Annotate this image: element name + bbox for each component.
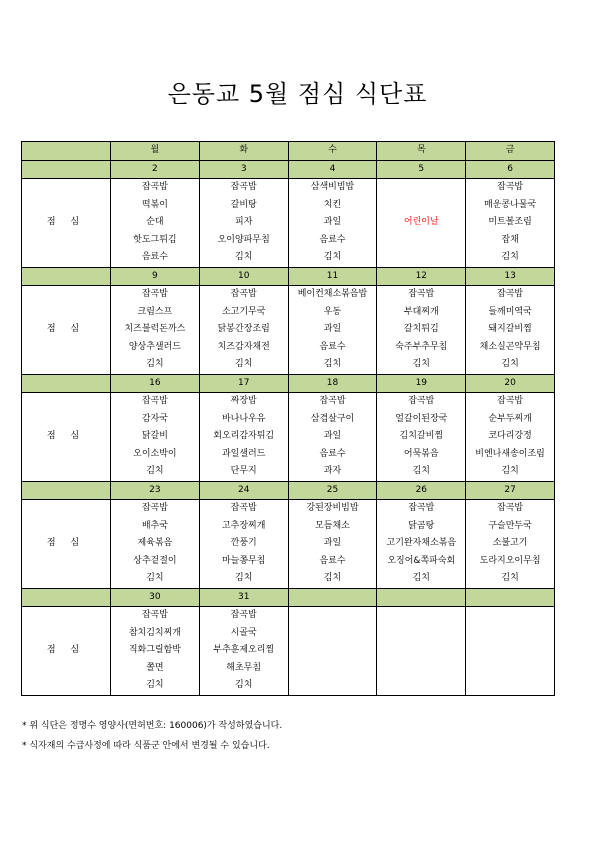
date-cell: 5	[377, 160, 466, 179]
menu-item-empty	[289, 625, 377, 643]
menu-cell	[288, 179, 377, 268]
menu-item: 김치	[323, 573, 342, 583]
menu-item: 짜장밥	[230, 396, 257, 406]
menu-item: 부추훈제오리찜	[213, 645, 275, 655]
menu-item: 마늘쫑무침	[221, 555, 266, 566]
menu-item: 떡볶이	[141, 199, 168, 210]
menu-cell	[111, 179, 200, 268]
menu-item-empty	[377, 607, 465, 625]
menu-item: 김치	[235, 252, 253, 262]
menu-item: 피자	[235, 217, 253, 227]
date-cell: 3	[199, 160, 288, 179]
menu-item: 음료수	[319, 555, 346, 566]
date-cell: 9	[111, 267, 200, 286]
date-cell	[288, 588, 377, 607]
note-nutritionist: * 위 식단은 정명수 영양사(면허번호: 160006)가 작성하였습니다.	[22, 721, 283, 731]
corner-cell	[22, 142, 111, 161]
date-row	[22, 267, 555, 286]
menu-item: 김치	[146, 573, 164, 583]
menu-item-empty	[289, 642, 377, 660]
menu-item: 김치	[501, 466, 519, 476]
menu-cell	[199, 393, 288, 482]
date-cell: 13	[466, 267, 555, 286]
menu-item: 음료수	[319, 234, 346, 245]
menu-item: 구슬만두국	[488, 520, 532, 531]
menu-row	[22, 286, 555, 375]
date-cell: 16	[111, 374, 200, 393]
date-cell: 23	[111, 481, 200, 500]
page-title: 은동교 5월 점심 식단표	[167, 80, 428, 108]
menu-item-empty	[289, 607, 377, 625]
menu-item: 오이양파무침	[217, 234, 270, 245]
menu-item-empty	[466, 625, 554, 643]
menu-item: 닭곰탕	[408, 520, 435, 531]
menu-item: 잡곡밥	[141, 396, 168, 406]
date-cell: 4	[288, 160, 377, 179]
menu-cell	[466, 393, 555, 482]
menu-cell	[288, 607, 377, 696]
date-row	[22, 374, 555, 393]
menu-item: 잡곡밥	[141, 610, 168, 620]
menu-item: 핫도그튀김	[133, 234, 177, 245]
weekday-wed: 수	[288, 142, 377, 161]
date-row-label	[22, 160, 111, 179]
menu-item: 잡곡밥	[230, 503, 257, 513]
menu-item: 소고기무국	[221, 306, 266, 317]
date-cell: 19	[377, 374, 466, 393]
menu-item: 순부두찌개	[488, 413, 532, 424]
menu-item: 과일	[323, 324, 342, 334]
menu-cell	[199, 607, 288, 696]
menu-item: 들깨미역국	[488, 306, 532, 317]
menu-item: 닭봉간장조림	[217, 324, 270, 334]
menu-item: 과일	[323, 431, 342, 441]
menu-item: 김치	[501, 573, 519, 583]
date-row	[22, 160, 555, 179]
menu-item: 시골국	[230, 627, 257, 638]
date-cell: 12	[377, 267, 466, 286]
date-row	[22, 588, 555, 607]
menu-item: 과일	[323, 217, 342, 227]
menu-item: 잡곡밥	[497, 503, 524, 513]
date-cell: 17	[199, 374, 288, 393]
meal-label: 점 심	[22, 607, 111, 696]
menu-item: 바나나우유	[221, 413, 266, 424]
menu-item: 닭갈비	[141, 431, 168, 441]
weekday-tue: 화	[199, 142, 288, 161]
menu-item-empty	[466, 677, 554, 695]
menu-item: 숙주부추무침	[395, 341, 448, 352]
weekday-header-row	[22, 142, 555, 161]
menu-item: 제육볶음	[137, 538, 173, 548]
menu-cell	[111, 286, 200, 375]
menu-item: 치즈블럭돈까스	[124, 324, 186, 334]
menu-item: 잡곡밥	[408, 289, 435, 299]
meal-label: 점 심	[22, 179, 111, 268]
menu-item: 잡곡밥	[141, 503, 168, 513]
menu-cell	[377, 500, 466, 589]
menu-cell	[466, 500, 555, 589]
menu-item: 베이컨채소볶음밥	[297, 289, 368, 299]
menu-item: 코다리강정	[488, 431, 532, 441]
menu-item: 김치	[412, 359, 430, 369]
menu-item: 삼겹살구이	[310, 413, 355, 424]
weekday-fri: 금	[466, 142, 555, 161]
menu-cell	[111, 607, 200, 696]
date-row	[22, 481, 555, 500]
menu-item-empty	[466, 607, 554, 625]
menu-row	[22, 179, 555, 268]
menu-cell	[199, 179, 288, 268]
menu-item-empty	[377, 660, 465, 678]
menu-item: 음료수	[141, 252, 168, 262]
date-cell: 20	[466, 374, 555, 393]
menu-item: 잡채	[501, 234, 519, 245]
menu-item: 얼갈이된장국	[395, 413, 448, 424]
date-cell: 25	[288, 481, 377, 500]
menu-item: 삼색비빔밥	[310, 182, 355, 192]
date-cell: 10	[199, 267, 288, 286]
menu-cell	[377, 607, 466, 696]
menu-item: 어묵볶음	[403, 448, 439, 459]
menu-item: 소불고기	[492, 538, 528, 548]
weekday-thu: 목	[377, 142, 466, 161]
menu-item: 상추겉절이	[133, 555, 177, 566]
date-cell	[466, 588, 555, 607]
date-row-label	[22, 267, 111, 286]
menu-item: 김치	[323, 359, 342, 369]
menu-item: 미트볼조림	[488, 217, 532, 227]
menu-cell	[377, 393, 466, 482]
menu-item: 과자	[323, 466, 342, 476]
menu-cell	[199, 500, 288, 589]
menu-item: 김치	[323, 252, 342, 262]
meal-label: 점 심	[22, 393, 111, 482]
menu-item: 고기완자채소볶음	[386, 538, 457, 548]
menu-item: 김치	[501, 359, 519, 369]
menu-item: 참치김치찌개	[128, 627, 181, 638]
date-cell: 18	[288, 374, 377, 393]
menu-cell	[199, 286, 288, 375]
menu-item-empty	[466, 660, 554, 678]
menu-item-empty	[377, 625, 465, 643]
menu-item: 갈치튀김	[403, 324, 439, 334]
menu-item: 모듬채소	[315, 520, 350, 531]
menu-item: 채소실곤약무침	[479, 341, 541, 352]
menu-item: 오이소박이	[133, 448, 177, 459]
menu-item: 순대	[146, 217, 164, 227]
menu-item: 돼지갈비찜	[488, 324, 532, 334]
menu-item: 잡곡밥	[141, 182, 168, 192]
date-row-label	[22, 481, 111, 500]
menu-item: 치킨	[323, 199, 342, 210]
menu-item: 쫄면	[146, 662, 164, 673]
menu-item: 김치	[235, 573, 253, 583]
menu-row	[22, 500, 555, 589]
menu-item: 배추국	[141, 520, 168, 531]
menu-item: 우동	[323, 306, 342, 317]
menu-item: 김치	[412, 573, 430, 583]
menu-item: 치즈감자채전	[217, 341, 270, 352]
menu-item: 김치	[146, 359, 164, 369]
menu-item: 크림스프	[137, 306, 173, 317]
menu-item-empty	[466, 642, 554, 660]
menu-item: 잡곡밥	[141, 289, 168, 299]
date-cell: 27	[466, 481, 555, 500]
date-cell: 11	[288, 267, 377, 286]
notes	[22, 716, 282, 756]
menu-item: 김치	[146, 680, 164, 690]
date-cell: 30	[111, 588, 200, 607]
menu-item: 잡곡밥	[408, 503, 435, 513]
menu-item: 양상추샐러드	[128, 341, 181, 352]
menu-cell	[288, 500, 377, 589]
menu-item: 해초무침	[226, 662, 262, 673]
menu-item: 부대찌개	[403, 306, 439, 317]
menu-item-empty	[377, 642, 465, 660]
meal-label: 점 심	[22, 500, 111, 589]
menu-item: 과일	[323, 538, 342, 548]
menu-item: 고추장찌개	[221, 520, 266, 531]
menu-item: 과일샐러드	[221, 448, 266, 459]
menu-cell	[288, 286, 377, 375]
holiday-cell: 어린이날	[377, 179, 466, 268]
date-cell	[377, 588, 466, 607]
menu-item: 단무지	[230, 466, 257, 476]
menu-item: 갈비탕	[230, 199, 257, 210]
date-cell: 31	[199, 588, 288, 607]
menu-item: 잡곡밥	[497, 396, 524, 406]
menu-item: 김치	[235, 680, 253, 690]
menu-row	[22, 393, 555, 482]
menu-item: 김치	[235, 359, 253, 369]
date-cell: 2	[111, 160, 200, 179]
menu-item: 회오리감자튀김	[213, 431, 275, 441]
menu-cell	[288, 393, 377, 482]
menu-cell	[377, 286, 466, 375]
menu-cell	[111, 500, 200, 589]
date-cell: 24	[199, 481, 288, 500]
weekday-mon: 월	[111, 142, 200, 161]
date-cell: 6	[466, 160, 555, 179]
menu-item: 잡곡밥	[497, 182, 524, 192]
menu-item: 깐풍기	[230, 538, 257, 548]
menu-item: 잡곡밥	[497, 289, 524, 299]
menu-item: 김치	[412, 466, 430, 476]
meal-label: 점 심	[22, 286, 111, 375]
menu-item: 음료수	[319, 341, 346, 352]
menu-item: 오징어&쪽파숙회	[387, 555, 456, 566]
menu-item: 잡곡밥	[230, 182, 257, 192]
menu-item-empty	[289, 660, 377, 678]
menu-cell	[466, 286, 555, 375]
menu-item: 잡곡밥	[319, 396, 346, 406]
menu-cell	[466, 607, 555, 696]
note-ingredient-change: * 식자재의 수급사정에 따라 식품군 안에서 변경될 수 있습니다.	[22, 741, 270, 751]
menu-item: 도라지오이무침	[479, 555, 541, 566]
menu-item: 잡곡밥	[408, 396, 435, 406]
menu-item: 음료수	[319, 448, 346, 459]
lunch-menu-table	[21, 141, 555, 696]
date-cell: 26	[377, 481, 466, 500]
menu-item-empty	[289, 677, 377, 695]
date-row-label	[22, 374, 111, 393]
menu-row	[22, 607, 555, 696]
menu-item-empty	[377, 677, 465, 695]
menu-item: 매운콩나물국	[484, 199, 537, 210]
menu-item: 감자국	[141, 413, 168, 424]
menu-cell	[466, 179, 555, 268]
date-row-label	[22, 588, 111, 607]
menu-item: 비엔나새송이조림	[475, 448, 545, 459]
menu-item: 김치	[501, 252, 519, 262]
menu-cell	[111, 393, 200, 482]
menu-item: 강된장비빔밥	[306, 503, 359, 513]
menu-item: 잡곡밥	[230, 289, 257, 299]
menu-item: 김치	[146, 466, 164, 476]
menu-item: 잡곡밥	[230, 610, 257, 620]
menu-item: 김치갈비찜	[399, 431, 444, 441]
menu-item: 직화그릴함박	[128, 645, 181, 655]
